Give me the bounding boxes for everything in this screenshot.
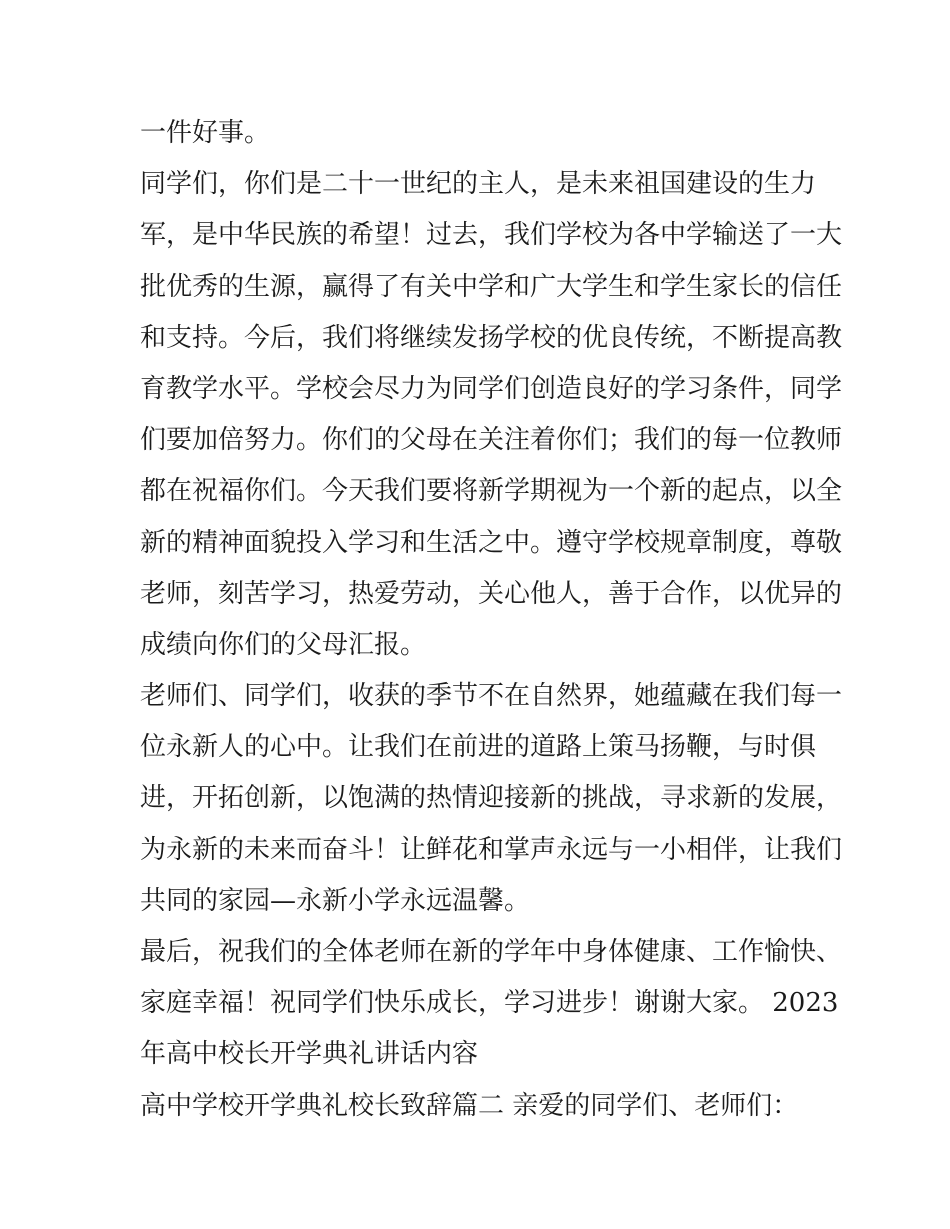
text-line: 和支持。今后，我们将继续发扬学校的优良传统，不断提高教 — [140, 322, 843, 353]
text-line: 老师们、同学们，收获的季节不在自然界，她蕴藏在我们每一 — [140, 681, 843, 712]
text-line: 同学们，你们是二十一世纪的主人，是未来祖国建设的生力 — [140, 169, 817, 200]
text-line: 年高中校长开学典礼讲话内容 — [140, 1039, 479, 1070]
text-line: 为永新的未来而奋斗！让鲜花和掌声永远与一小相伴，让我们 — [140, 834, 843, 865]
text-line: 成绩向你们的父母汇报。 — [140, 629, 427, 660]
text-line: 高中学校开学典礼校长致辞篇二 亲爱的同学们、老师们： — [140, 1090, 799, 1121]
text-line: 育教学水平。学校会尽力为同学们创造良好的学习条件，同学 — [140, 373, 843, 404]
text-line: 老师，刻苦学习，热爱劳动，关心他人，善于合作，以优异的 — [140, 578, 843, 609]
document-body — [140, 108, 843, 1132]
text-line: 进，开拓创新，以饱满的热情迎接新的挑战，寻求新的发展， — [140, 783, 843, 814]
text-line: 一件好事。 — [140, 118, 271, 148]
text-line: 都在祝福你们。今天我们要将新学期视为一个新的起点，以全 — [140, 476, 843, 507]
text-line: 家庭幸福！祝同学们快乐成长，学习进步！谢谢大家。 2023 — [140, 988, 839, 1019]
text-line: 批优秀的生源，赢得了有关中学和广大学生和学生家长的信任 — [140, 271, 843, 302]
text-line: 军，是中华民族的希望！过去，我们学校为各中学输送了一大 — [140, 220, 843, 251]
text-line: 们要加倍努力。你们的父母在关注着你们；我们的每一位教师 — [140, 425, 843, 456]
text-line: 共同的家园—永新小学永远温馨。 — [140, 885, 531, 916]
text-line: 最后，祝我们的全体老师在新的学年中身体健康、工作愉快、 — [140, 937, 843, 967]
text-line: 位永新人的心中。让我们在前进的道路上策马扬鞭，与时俱 — [140, 732, 817, 763]
text-line: 新的精神面貌投入学习和生活之中。遵守学校规章制度，尊敬 — [140, 527, 843, 558]
